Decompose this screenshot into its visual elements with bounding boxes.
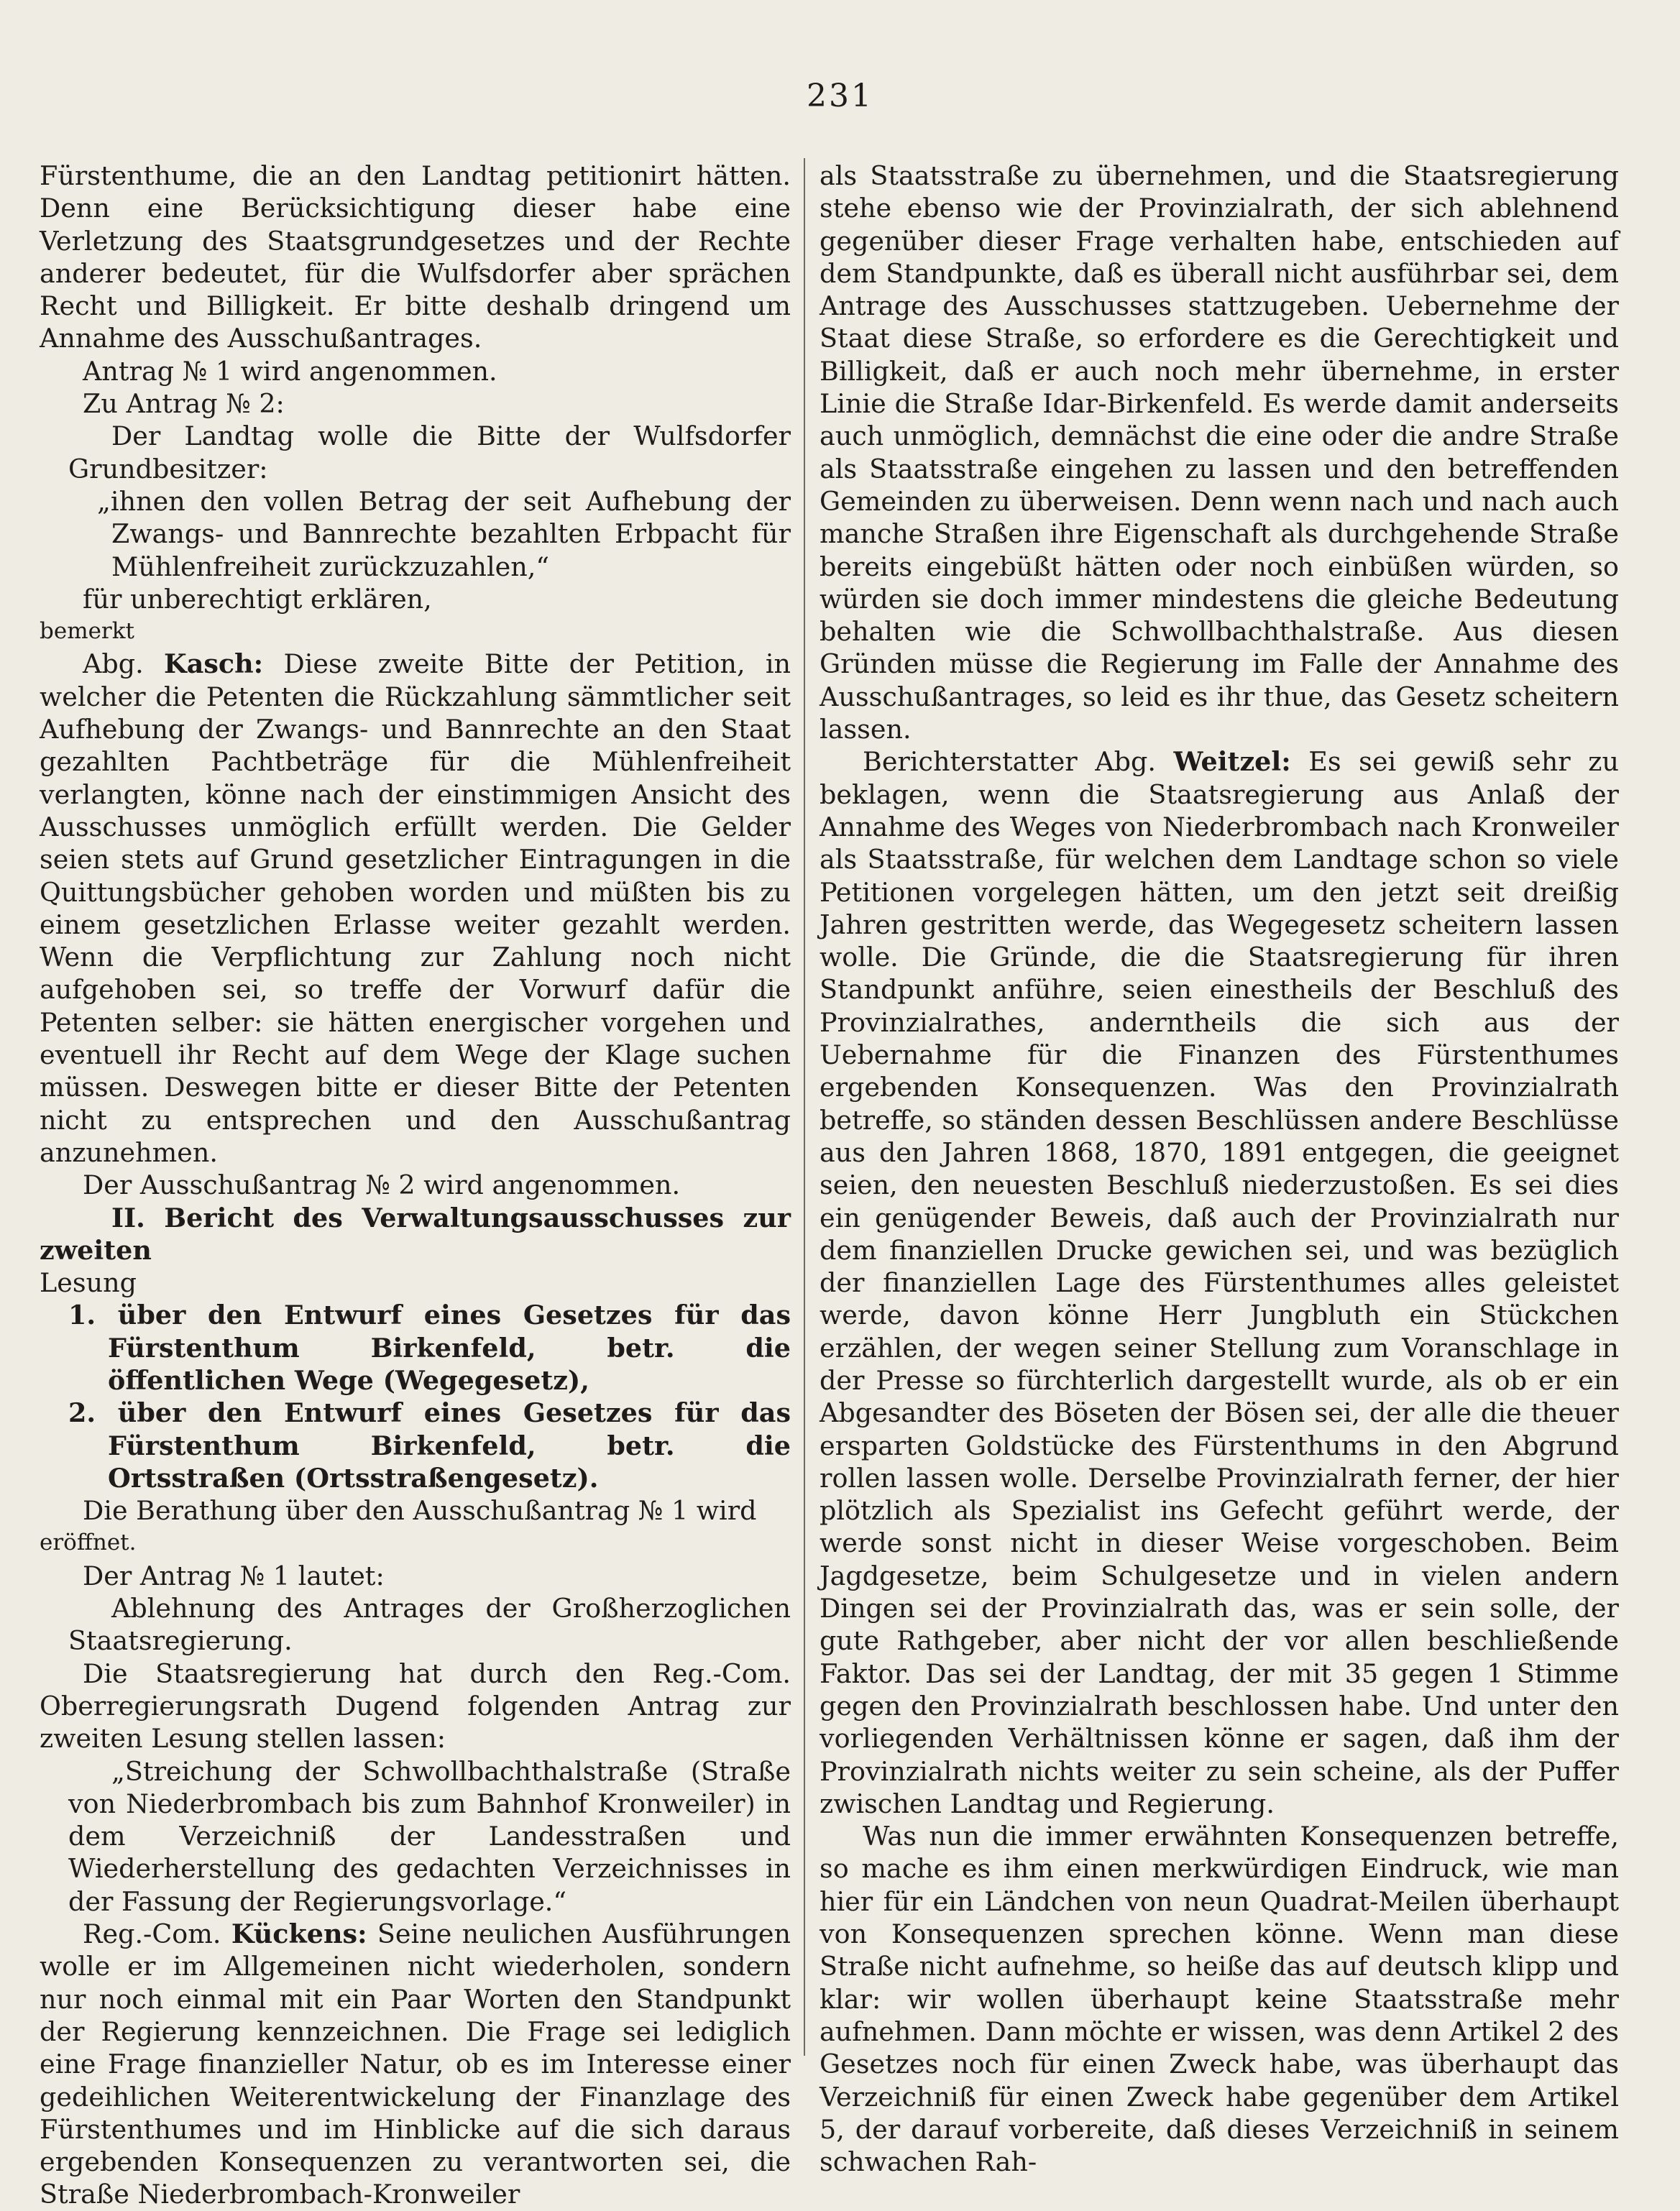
- right-column: [820, 160, 1619, 2178]
- speaker-title: Abg.: [83, 648, 144, 680]
- speaker-title: Berichterstatter Abg.: [863, 746, 1156, 778]
- quoted-request: „ihnen den vollen Betrag der seit Aufhebung der Zwangs- und Bannrechte bezahlten Erbpacht für Mühlenfreiheit zurückzuzahlen,“: [97, 485, 791, 582]
- paragraph: Die Staatsregierung hat durch den Reg.-Com. Oberregierungsrath Dugend folgenden Antrag zur zweiten Lesung stellen lassen:: [40, 1658, 791, 1755]
- section-heading: [40, 1202, 791, 1267]
- paragraph: Zu Antrag № 2:: [83, 388, 285, 420]
- speech-paragraph: [40, 1918, 791, 2211]
- page-number: 231: [807, 78, 873, 114]
- list-item: 1. über den Entwurf eines Gesetzes für das Fürstenthum Birkenfeld, betr. die öffentlichen Wege (Wegegesetz),: [68, 1300, 791, 1396]
- column-divider: [804, 158, 805, 2056]
- motion-text: Ablehnung des Antrages der Großherzoglichen Staatsregierung.: [68, 1593, 791, 1657]
- paragraph: eröffnet.: [40, 1530, 137, 1556]
- paragraph: als Staatsstraße zu übernehmen, und die Staatsregierung stehe ebenso wie der Provinzialrath, der sich ablehnend gegenüber dieser Frage verhalten habe, entschieden auf dem Standpunkte, daß es überall nicht ausführbar sei, dem Antrage des Ausschusses stattzugeben. Uebernehme der Staat diese Straße, so erfordere es die Gerechtigkeit und Billigkeit, daß er auch noch mehr übernehme, in erster Linie die Straße Idar-Birkenfeld. Es werde damit anderseits auch unmöglich, demnächst die eine oder die andre Straße als Staatsstraße eingehen zu lassen und den betreffenden Gemeinden zu überweisen. Denn wenn nach und nach auch manche Straßen ihre Eigenschaft als durchgehende Straße bereits eingebüßt hätten oder noch einbüßen würden, so würden sie doch immer mindestens die gleiche Bedeutung behalten wie die Schwollbachthalstraße. Aus diesen Gründen müsse die Regierung im Falle der Annahme des Ausschußantrages, so leid es ihr thue, das Gesetz scheitern lassen.: [820, 160, 1619, 745]
- speech-paragraph: [40, 648, 791, 1169]
- section-heading-cont: Lesung: [40, 1267, 137, 1299]
- left-column: [40, 160, 791, 2211]
- list-item: 2. über den Entwurf eines Gesetzes für das Fürstenthum Birkenfeld, betr. die Ortsstraßen (Ortsstraßengesetz).: [68, 1397, 791, 1494]
- speech-paragraph: [820, 745, 1619, 1820]
- paragraph: für unberechtigt erklären,: [83, 583, 432, 615]
- paragraph: Die Berathung über den Ausschußantrag № 1 wird: [83, 1495, 757, 1527]
- section-number: II.: [111, 1202, 145, 1233]
- speaker-name: Kückens:: [231, 1918, 367, 1950]
- paragraph: Der Ausschußantrag № 2 wird angenommen.: [83, 1169, 681, 1201]
- speech-text: Seine neulichen Ausführungen wolle er im Allgemeinen nicht wiederholen, sondern nur noch einmal mit ein Paar Worten den Standpunkt der Regierung kennzeichnen. Die Frage sei lediglich eine Frage finanzieller Natur, ob es im Interesse einer gedeihlichen Weiterentwickelung der Finanzlage des Fürstenthumes und im Hinblicke auf die sich daraus ergebenden Konsequenzen zu verantworten sei, die Straße Niederbrombach-Kronweiler: [40, 1918, 791, 2210]
- speaker-name: Kasch:: [163, 648, 264, 680]
- paragraph: Antrag № 1 wird angenommen.: [83, 355, 497, 387]
- paragraph: bemerkt: [40, 618, 134, 645]
- section-title: Bericht des Verwaltungsausschusses zur zweiten: [40, 1202, 791, 1266]
- speaker-title: Reg.-Com.: [83, 1918, 221, 1950]
- paragraph: Was nun die immer erwähnten Konsequenzen betreffe, so mache es ihm einen merkwürdigen Eindruck, wie man hier für ein Ländchen von neun Quadrat-Meilen überhaupt von Konsequenzen sprechen könne. Wenn man diese Straße nicht aufnehme, so heiße das auf deutsch klipp und klar: wir wollen überhaupt keine Staatsstraße mehr aufnehmen. Dann möchte er wissen, was denn Artikel 2 des Gesetzes noch für einen Zweck habe, was überhaupt das Verzeichniß für einen Zweck habe gegenüber dem Artikel 5, der darauf vorbereite, daß dieses Verzeichniß in seinem schwachen Rah-: [820, 1821, 1619, 2178]
- quoted-request: „Streichung der Schwollbachthalstraße (Straße von Niederbrombach bis zum Bahnhof Kronweiler) in dem Verzeichniß der Landesstraßen und Wiederherstellung des gedachten Verzeichnisses in der Fassung der Regierungsvorlage.“: [68, 1755, 791, 1917]
- motion-text: Der Landtag wolle die Bitte der Wulfsdorfer Grundbesitzer:: [68, 420, 791, 484]
- speech-text: Es sei gewiß sehr zu beklagen, wenn die Staatsregierung aus Anlaß der Annahme des Weges von Niederbrombach nach Kronweiler als Staatsstraße, für welchen dem Landtage schon so viele Petitionen vorgelegen hätten, um den jetzt seit dreißig Jahren gestritten werde, das Wegegesetz scheitern lassen wolle. Die Gründe, die die Staatsregierung für ihren Standpunkt anführe, seien einestheils der Beschluß des Provinzialrathes, anderntheils die sich aus der Uebernahme für die Finanzen des Fürstenthumes ergebenden Konsequenzen. Was den Provinzialrath betreffe, so ständen dessen Beschlüssen andere Beschlüsse aus den Jahren 1868, 1870, 1891 entgegen, die geeignet seien, den neuesten Beschluß niederzustoßen. Es sei dies ein genügender Beweis, daß auch der Provinzialrath nur dem finanziellen Drucke gewichen sei, und was bezüglich der finanziellen Lage des Fürstenthumes alles geleistet werde, davon könne Herr Jungbluth ein Stückchen erzählen, der wegen seiner Stellung zum Voranschlage in der Presse so fürchterlich dargestellt wurde, als ob er ein Abgesandter des Böseten der Bösen sei, der alle die theuer ersparten Goldstücke des Fürstenthums in den Abgrund rollen lassen wolle. Derselbe Provinzialrath ferner, der hier plötzlich als Spezialist ins Gefecht geführt werde, der werde sonst nicht in dieser Weise vorgeschoben. Beim Jagdgesetze, beim Schulgesetze und in vielen andern Dingen sei der Provinzialrath das, was er sein solle, der gute Rathgeber, aber nicht der vor allen beschließende Faktor. Das sei der Landtag, der mit 35 gegen 1 Stimme gegen den Provinzialrath beschlossen habe. Und unter den vorliegenden Verhältnissen könne er sagen, daß ihm der Provinzialrath nichts weiter zu sein scheine, als der Puffer zwischen Landtag und Regierung.: [820, 746, 1619, 1819]
- speech-text: Diese zweite Bitte der Petition, in welcher die Petenten die Rückzahlung sämmtlicher seit Aufhebung der Zwangs- und Bannrechte an den Staat gezahlten Pachtbeträge für die Mühlenfreiheit verlangten, könne nach der einstimmigen Ansicht des Ausschusses unmöglich erfüllt werden. Die Gelder seien stets auf Grund gesetzlicher Eintragungen in die Quittungsbücher gehoben worden und müßten bis zu einem gesetzlichen Erlasse weiter gezahlt werden. Wenn die Verpflichtung zur Zahlung noch nicht aufgehoben sei, so treffe der Vorwurf dafür die Petenten selber: sie hätten energischer vorgehen und eventuell ihr Recht auf dem Wege der Klage suchen müssen. Deswegen bitte er dieser Bitte der Petenten nicht zu entsprechen und den Ausschußantrag anzunehmen.: [40, 648, 791, 1168]
- paragraph: Der Antrag № 1 lautet:: [83, 1560, 385, 1591]
- paragraph: Fürstenthume, die an den Landtag petitionirt hätten. Denn eine Berücksichtigung dieser habe eine Verletzung des Staatsgrundgesetzes und der Rechte anderer bedeutet, für die Wulfsdorfer aber sprächen Recht und Billigkeit. Er bitte deshalb dringend um Annahme des Ausschußantrages.: [40, 160, 791, 354]
- speaker-name: Weitzel:: [1173, 746, 1291, 778]
